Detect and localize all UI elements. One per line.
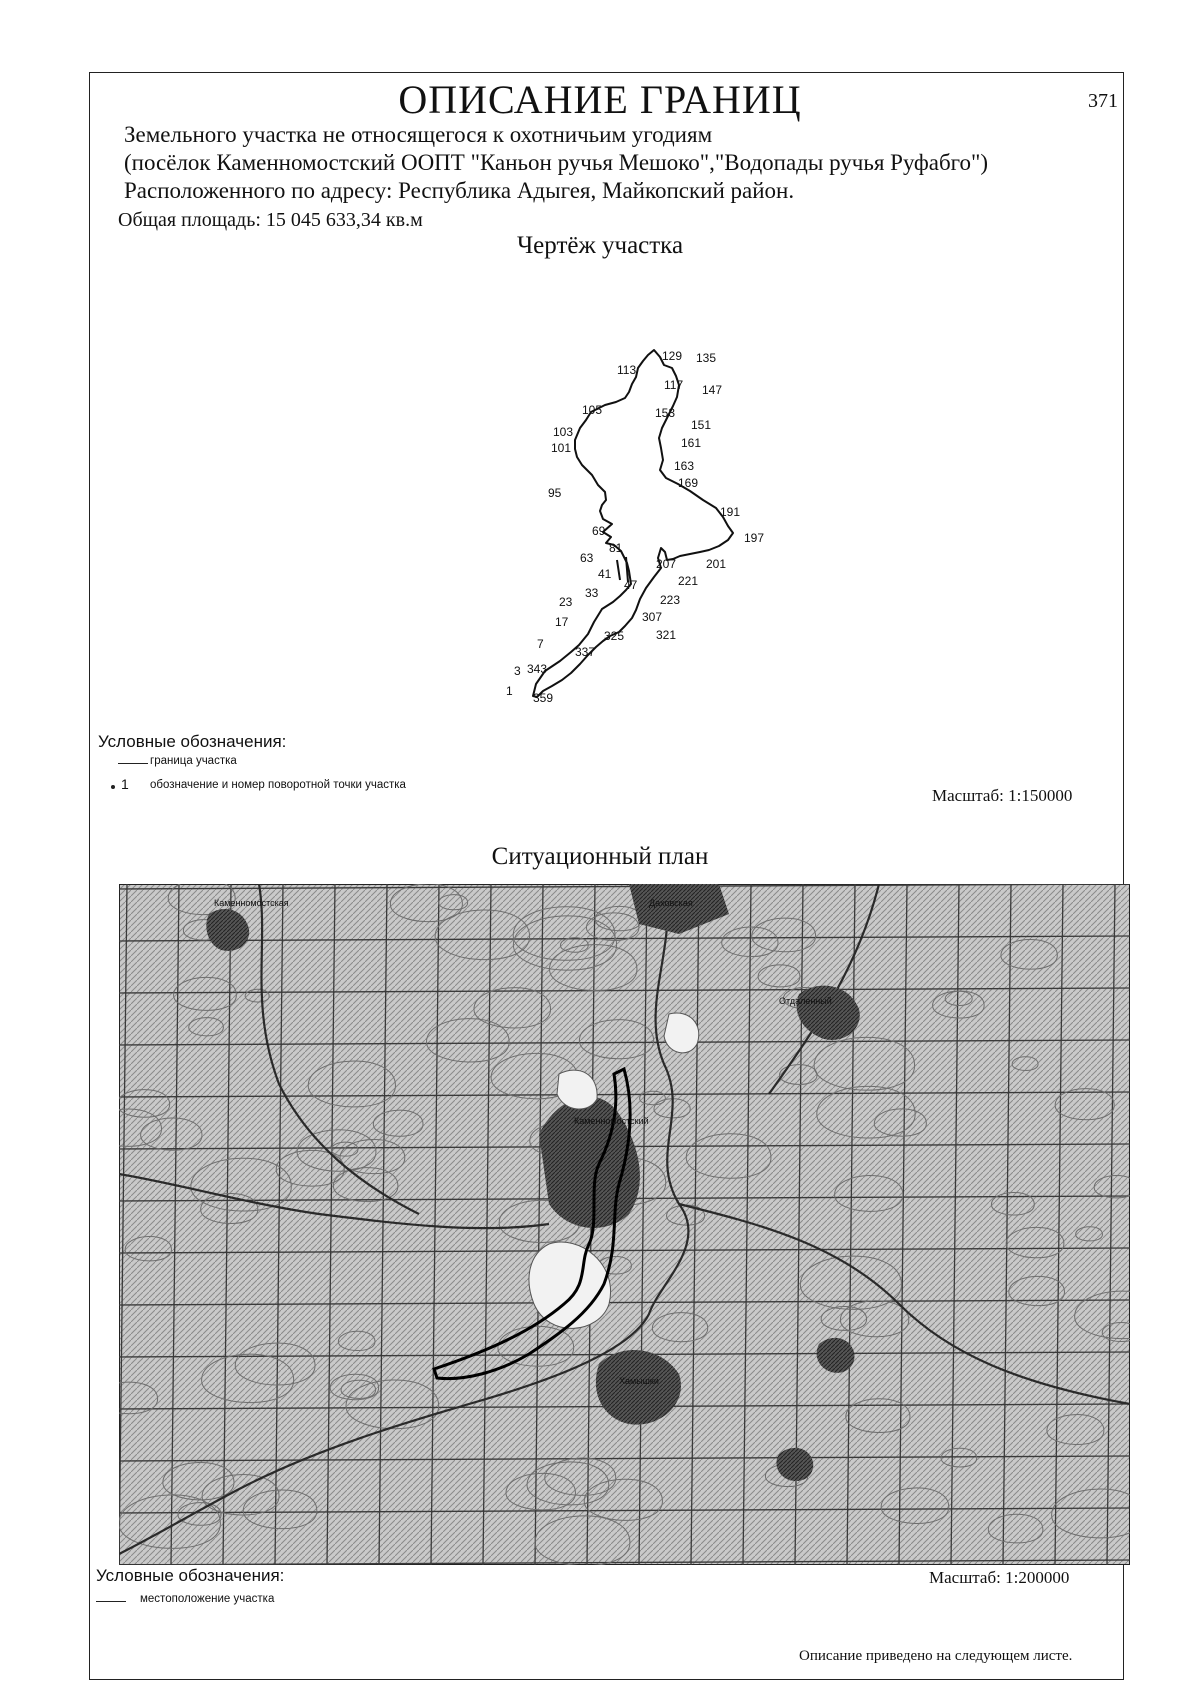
point-label: 161 <box>681 436 702 450</box>
description-line-3: Расположенного по адресу: Республика Адыгея, Майкопский район. <box>124 178 795 203</box>
plot-legend-marker-number: 1 <box>121 776 129 792</box>
point-label: 1 <box>506 684 513 698</box>
point-label: 223 <box>660 593 681 607</box>
point-label: 135 <box>696 351 717 365</box>
parcel-boundary <box>533 350 733 697</box>
svg-text:Каменномостский: Каменномостский <box>574 1116 649 1126</box>
point-label: 23 <box>559 595 573 609</box>
point-label: 47 <box>624 578 638 592</box>
point-label: 95 <box>548 486 562 500</box>
point-label: 337 <box>575 645 596 659</box>
point-label: 321 <box>656 628 677 642</box>
svg-text:Даховская: Даховская <box>649 898 693 908</box>
point-label: 221 <box>678 574 699 588</box>
point-label: 191 <box>720 505 741 519</box>
point-label: 197 <box>744 531 765 545</box>
plot-title: Чертёж участка <box>516 232 684 259</box>
point-label: 325 <box>604 629 625 643</box>
situation-map <box>119 884 1130 1565</box>
point-label: 307 <box>642 610 663 624</box>
point-label: 359 <box>533 691 554 705</box>
plot-scale: Масштаб: 1:150000 <box>932 786 1073 805</box>
point-label: 103 <box>553 425 574 439</box>
svg-text:Каменномостская: Каменномостская <box>214 898 289 908</box>
point-label: 151 <box>691 418 712 432</box>
point-label: 7 <box>537 637 544 651</box>
point-label: 207 <box>656 557 677 571</box>
point-label: 33 <box>585 586 599 600</box>
point-marker-symbol <box>111 785 115 789</box>
plot-legend-point: обозначение и номер поворотной точки участка <box>150 779 406 791</box>
point-label: 105 <box>582 403 603 417</box>
point-label: 113 <box>617 363 637 377</box>
situation-legend-location: местоположение участка <box>140 1593 275 1605</box>
plot-legend-heading: Условные обозначения: <box>98 732 287 751</box>
description-line-1: Земельного участка не относящегося к охотничьим угодиям <box>124 122 713 147</box>
point-label: 63 <box>580 551 594 565</box>
parcel-drawing <box>0 0 1200 720</box>
document-title: ОПИСАНИЕ ГРАНИЦ <box>398 77 802 122</box>
situation-plan-title: Ситуационный план <box>491 843 709 870</box>
location-line-symbol <box>96 1601 126 1602</box>
point-label: 41 <box>598 567 612 581</box>
point-label: 3 <box>514 664 521 678</box>
map-frame <box>119 884 1130 1565</box>
plot-legend-boundary: граница участка <box>150 755 237 767</box>
point-label: 117 <box>664 378 684 392</box>
point-label: 169 <box>678 476 699 490</box>
point-label: 201 <box>706 557 727 571</box>
point-label: 101 <box>551 441 572 455</box>
boundary-line-symbol <box>118 763 148 764</box>
situation-scale: Масштаб: 1:200000 <box>929 1568 1070 1587</box>
footer-note: Описание приведено на следующем листе. <box>799 1648 1073 1664</box>
point-label: 81 <box>609 541 623 555</box>
point-label: 147 <box>702 383 723 397</box>
point-label: 163 <box>674 459 695 473</box>
point-label: 129 <box>662 349 683 363</box>
svg-text:Хамышки: Хамышки <box>619 1376 659 1386</box>
total-area: Общая площадь: 15 045 633,34 кв.м <box>118 209 423 231</box>
point-label: 69 <box>592 524 606 538</box>
page-number: 371 <box>1088 90 1118 112</box>
svg-text:Отдаленный: Отдаленный <box>779 996 832 1006</box>
point-label: 17 <box>555 615 569 629</box>
point-label: 153 <box>655 406 676 420</box>
description-line-2: (посёлок Каменномостский ООПТ "Каньон ручья Мешоко","Водопады ручья Руфабго") <box>124 150 989 175</box>
point-label: 343 <box>527 662 548 676</box>
situation-legend-heading: Условные обозначения: <box>96 1566 285 1585</box>
